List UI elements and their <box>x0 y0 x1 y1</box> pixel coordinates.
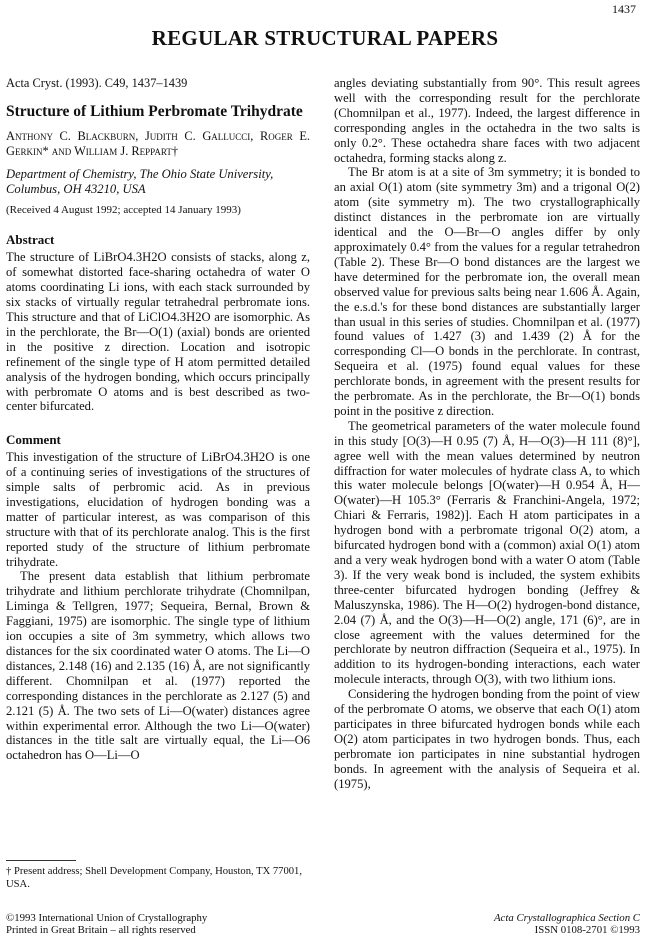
abstract-heading: Abstract <box>6 232 55 248</box>
author-list: Anthony C. Blackburn, Judith C. Gallucci, Roger E. Gerkin* and William J. Reppart† <box>6 128 310 158</box>
left-column <box>6 76 310 763</box>
right-paragraph-1: angles deviating substantially from 90°. This result agrees well with the corresponding result for the perchlorate (Chomnilpan et al., 1977). Indeed, the largest difference in corresponding angles in the octahedra in the two salts is only 0.2°. These octahedra share faces with two adjacent octahedra, forming stacks along z. <box>334 76 640 165</box>
copyright-footer <box>6 912 207 937</box>
page-number: 1437 <box>612 2 636 16</box>
journal-reference: Acta Cryst. (1993). C49, 1437–1439 <box>6 76 188 90</box>
paper-title: Structure of Lithium Perbromate Trihydrate <box>6 102 303 120</box>
received-dates: (Received 4 August 1992; accepted 14 January 1993) <box>6 203 241 216</box>
right-paragraph-4: Considering the hydrogen bonding from the point of view of the perbromate O atoms, we observe that each O(1) atom participates in three bifurcated hydrogen bonds while each O(2) atom participates in two hydrogen bonds. Thus, each perbromate ion participates in nine substantial hydrogen bonds. In agreement with the analysis of Sequeira et al. (1975), <box>334 687 640 791</box>
right-paragraph-2: The Br atom is at a site of 3m symmetry; it is bonded to an axial O(1) atom (site symmetry 3m) and a trigonal O(2) atom (site symmetry m). The two crystallographically distinct distances in the perbromate ion are virtually identical and the O—Br—O angles differ by only approximately 0.4° from the values for a regular tetrahedron (Table 2). These Br—O bond distances are the largest we have determined for the perbromate ion, the overall mean observed value for previous salts being near 1.606 Å. Again, the e.s.d.'s for these bond distances are substantially larger than usual in this series of studies. Chomnilpan et al. (1977) found values of 1.427 (3) and 1.439 (2) Å for the corresponding Cl—O bonds in the perchlorate. In contrast, Sequeira et al. (1975) found equal values for these perchlorate bonds, in agreement with the present results for the perbromate. As in the perchlorate, the Br—O(1) bonds point in the positive z direction. <box>334 165 640 418</box>
issn-line: ISSN 0108-2701 ©1993 <box>534 924 640 937</box>
footnote-rule <box>6 860 76 861</box>
right-column <box>334 76 640 792</box>
section-title: REGULAR STRUCTURAL PAPERS <box>151 26 499 50</box>
comment-paragraph-2: The present data establish that lithium perbromate trihydrate and lithium perchlorate trihydrate (Chomnilpan, Liminga & Tellgren, 1977; Sequeira, Bernal, Brown & Faggiani, 1975) are isomorphic. The single type of lithium ion occupies a site of 3m symmetry, which allows two distances for the six coordinated water O atoms. The Li—O distances, 2.148 (16) and 2.135 (16) Å, are not significantly different. Chomnilpan et al. (1977) reported the corresponding distances in the perchlorate as 2.127 (5) and 2.121 (5) Å. The two sets of Li—O(water) distances agree within experimental error. Although the two Li—O(water) distances in the title salt are virtually equal, the Li—O6 octahedron has O—Li—O <box>6 569 310 763</box>
footnote: † Present address; Shell Development Company, Houston, TX 77001, USA. <box>6 866 303 890</box>
abstract-text: The structure of LiBrO4.3H2O consists of stacks, along z, of somewhat distorted face-sharing octahedra of water O atoms coordinating Li ions, with each stack surrounded by six stacks of virtually regular tetrahedral perbromate ions. This structure and that of LiClO4.3H2O are isomorphic. As in the perchlorate, the Br—O(1) (axial) bonds are oriented in the positive z direction. Location and isotropic refinement of the single type of H atom permitted detailed analysis of the hydrogen bonding, which occurs principally with perbromate O atoms and is best described as two-center bifurcated. <box>6 250 310 414</box>
affiliation: Department of Chemistry, The Ohio State University, Columbus, OH 43210, USA <box>6 166 274 196</box>
copyright-line: ©1993 International Union of Crystallography <box>6 912 208 924</box>
right-paragraph-3: The geometrical parameters of the water molecule found in this study [O(3)—H 0.95 (7) Å, H—O(3)—H 111 (8)°], agree well with the mean values determined by neutron diffraction for water molecules of hydrate class A, to which this water molecule belongs [O(water)—H 0.954 Å, H—O(water)—H 105.3° (Ferraris & Franchini-Angela, 1972; Chiari & Ferraris, 1982)]. Each H atom participates in a hydrogen bond with a perbromate trigonal O(2) atom, a bifurcated hydrogen bond with a (common) axial O(1) atom and a very weak hydrogen bond with a water O atom (Table 3). If the very weak bond is included, the system exhibits three-center bifurcated hydrogen bonding (Jeffrey & Maluszynska, 1986). The H—O(2) hydrogen-bond distance, 2.04 (7) Å, and the O(3)—H—O(2) angle, 171 (6)°, are in close agreement with the values determined for the perchlorate by neutron diffraction (Sequeira et al., 1975). In addition to its hydrogen-bonding interactions, each water molecule interacts, through O(3), with two lithium ions. <box>334 418 640 687</box>
journal-name: Acta Crystallographica Section C <box>493 912 640 924</box>
printed-line: Printed in Great Britain – all rights reserved <box>6 924 196 937</box>
journal-footer <box>494 912 640 937</box>
comment-paragraph-1: This investigation of the structure of LiBrO4.3H2O is one of a continuing series of investigations of the structures of simple salts of perbromic acid. As in previous investigations, elucidation of hydrogen bonding was a matter of particular interest, as was comparison of this structure with that of its perchlorate analog. This is the first reported study of the structure of lithium perbromate trihydrate. <box>6 450 310 569</box>
comment-heading: Comment <box>6 432 61 448</box>
